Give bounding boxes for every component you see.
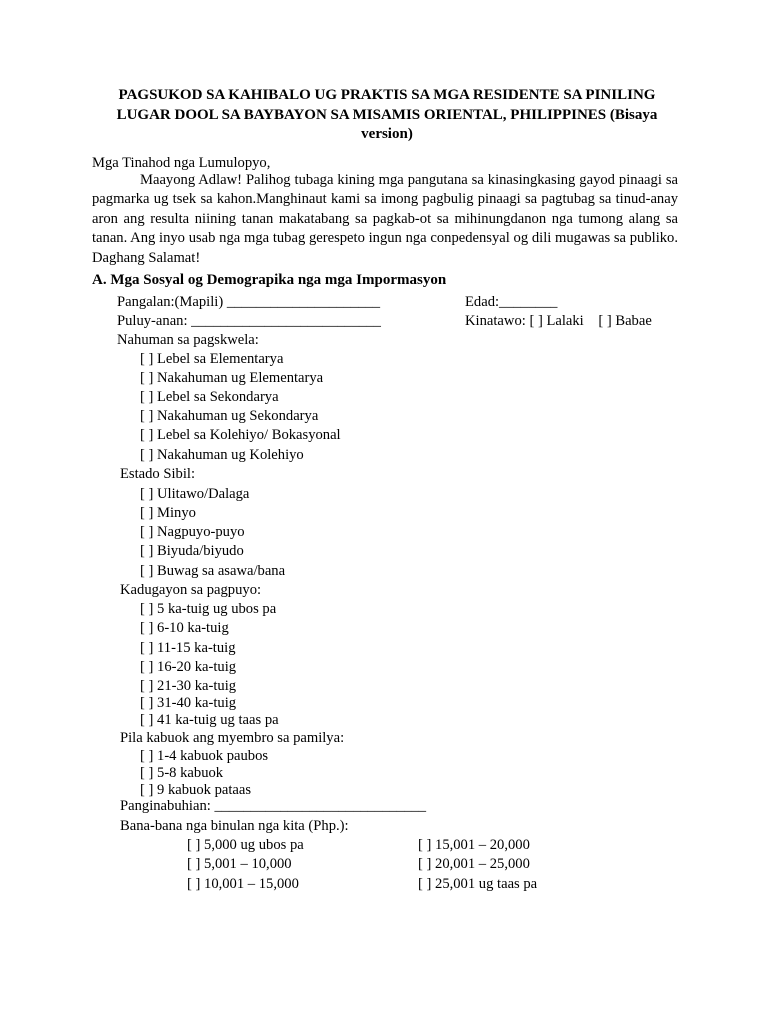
salutation: Mga Tinahod nga Lumulopyo, xyxy=(92,155,271,171)
income-option[interactable]: [ ] 20,001 – 25,000 xyxy=(418,856,530,872)
civil-status-option[interactable]: [ ] Biyuda/biyudo xyxy=(140,543,244,559)
name-field[interactable]: Pangalan:(Mapili) _____________________ xyxy=(117,294,381,310)
residency-option[interactable]: [ ] 6-10 ka-tuig xyxy=(140,620,229,636)
family-option[interactable]: [ ] 5-8 kabuok xyxy=(140,765,224,781)
residency-option[interactable]: [ ] 41 ka-tuig ug taas pa xyxy=(140,712,279,728)
income-option[interactable]: [ ] 5,001 – 10,000 xyxy=(187,856,292,872)
income-option[interactable]: [ ] 5,000 ug ubos pa xyxy=(187,837,304,853)
family-option[interactable]: [ ] 1-4 kabuok paubos xyxy=(140,748,269,764)
education-label: Nahuman sa pagskwela: xyxy=(117,332,259,348)
income-option[interactable]: [ ] 10,001 – 15,000 xyxy=(187,876,299,892)
civil-status-option[interactable]: [ ] Nagpuyo-puyo xyxy=(140,524,245,540)
education-option[interactable]: [ ] Lebel sa Sekondarya xyxy=(140,389,279,405)
intro-paragraph: Maayong Adlaw! Palihog tubaga kining mga pangutana sa kinasingkasing gayod pinaagi sa pagmarka ug tsek sa kahon.Manghinaut kami sa imong pagbulig pinaagi sa pagtubag sa tinud-anay aron ang resulta niining tanan makatabang sa pagkab-ot sa mihinungdanon nga tumong alang sa tanan. Ang inyo usab nga mga tubag gerespeto ingun nga conpedensyal og dili mugawas sa publiko. Daghang Salamat! xyxy=(92,172,678,266)
education-option[interactable]: [ ] Nakahuman ug Sekondarya xyxy=(140,408,319,424)
section-a-heading: A. Mga Sosyal og Demograpika nga mga Impormasyon xyxy=(92,272,447,288)
residency-option[interactable]: [ ] 16-20 ka-tuig xyxy=(140,659,237,675)
income-option[interactable]: [ ] 15,001 – 20,000 xyxy=(418,837,530,853)
document-title: PAGSUKOD SA KAHIBALO UG PRAKTIS SA MGA RESIDENTE SA PINILING LUGAR DOOL SA BAYBAYON SA MISAMIS ORIENTAL, PHILIPPINES (Bisaya version) xyxy=(116,87,658,142)
residency-option[interactable]: [ ] 31-40 ka-tuig xyxy=(140,695,237,711)
livelihood-field[interactable]: Panginabuhian: _____________________________ xyxy=(120,798,427,814)
residency-option[interactable]: [ ] 5 ka-tuig ug ubos pa xyxy=(140,601,277,617)
family-label: Pila kabuok ang myembro sa pamilya: xyxy=(120,730,345,746)
education-option[interactable]: [ ] Lebel sa Elementarya xyxy=(140,351,284,367)
residency-option[interactable]: [ ] 21-30 ka-tuig xyxy=(140,678,237,694)
residency-label: Kadugayon sa pagpuyo: xyxy=(120,582,262,598)
civil-status-option[interactable]: [ ] Minyo xyxy=(140,505,196,521)
address-field[interactable]: Puluy-anan: __________________________ xyxy=(117,313,381,329)
income-label: Bana-bana nga binulan nga kita (Php.): xyxy=(120,818,349,834)
income-option[interactable]: [ ] 25,001 ug taas pa xyxy=(418,876,538,892)
civil-status-option[interactable]: [ ] Ulitawo/Dalaga xyxy=(140,486,250,502)
civil-status-label: Estado Sibil: xyxy=(120,466,195,482)
education-option[interactable]: [ ] Nakahuman ug Elementarya xyxy=(140,370,324,386)
family-option[interactable]: [ ] 9 kabuok pataas xyxy=(140,782,252,798)
education-option[interactable]: [ ] Lebel sa Kolehiyo/ Bokasyonal xyxy=(140,427,341,443)
age-field[interactable]: Edad:________ xyxy=(465,294,558,310)
education-option[interactable]: [ ] Nakahuman ug Kolehiyo xyxy=(140,447,304,463)
sex-field[interactable]: Kinatawo: [ ] Lalaki [ ] Babae xyxy=(465,313,652,329)
civil-status-option[interactable]: [ ] Buwag sa asawa/bana xyxy=(140,563,286,579)
residency-option[interactable]: [ ] 11-15 ka-tuig xyxy=(140,640,236,656)
